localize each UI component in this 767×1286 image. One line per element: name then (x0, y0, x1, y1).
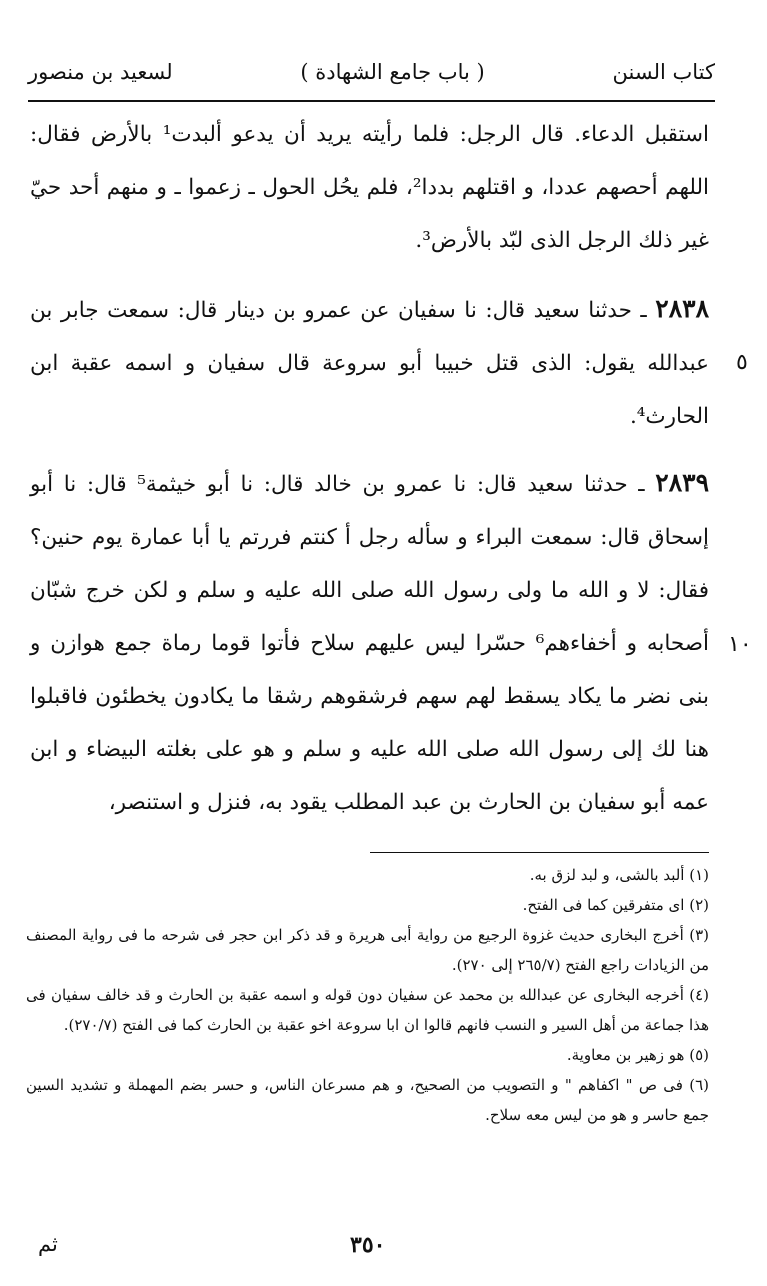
footnote-5: (٥) هو زهير بن معاوية. (566, 1046, 709, 1064)
header-chapter-title: ( باب جامع الشهادة ) (300, 60, 485, 84)
header-book-title: كتاب السنن (612, 60, 715, 84)
header-author: لسعيد بن منصور (28, 60, 173, 84)
footnote-rule (370, 852, 709, 853)
footnote-1: (١) ألبد بالشى، و لبد لزق به. (529, 866, 709, 884)
hadith-number: ٢٨٣٩ (655, 468, 709, 497)
hadith-2839: ٢٨٣٩ ـ حدثنا سعيد قال: نا عمرو بن خالد قال: نا أبو خيثمة⁵ قال: نا أبو إسحاق قال: سمعت البراء و سأله رجل أ كنتم فررتم يا أبا عمارة يوم حنين؟ فقال: لا و الله ما ولى رسول الله صلى الله عليه و سلم و لكن خرج شبّان أصحابه و أخفاءهم⁶ حسّرا ليس عليهم سلاح فأتوا قوما رماة جمع هوازن و بنى نضر ما يكاد يسقط لهم سهم فرشقوهم رشقا ما يكادون يخطئون فاقبلوا هنا لك إلى رسول الله صلى الله عليه و سلم و هو على بغلته البيضاء و ابن عمه أبو سفيان بن الحارث بن عبد المطلب يقود به، فنزل و استنصر، (30, 468, 710, 815)
header-rule (28, 100, 715, 102)
catchword: ثم (38, 1232, 58, 1256)
footnote-3: (٣) أخرج البخارى حديث غزوة الرجيع من رواية أبى هريرة و قد ذكر ابن حجر فى شرحه ما فى رواية المصنف من الزيادات راجع الفتح (٢٦٥/٧ إلى ٢٧٠). (26, 926, 709, 974)
hadith-number: ٢٨٣٨ (655, 294, 709, 323)
running-header (28, 52, 715, 92)
line-number-5: ٥ (736, 350, 748, 375)
footnote-4: (٤) أخرجه البخارى عن عبدالله بن محمد عن سفيان دون قوله و اسمه عقبة بن الحارث و قد خالف سفيان فى هذا جماعة من أهل السير و النسب فانهم قالوا ان ابا سروعة اخو عقبة بن الحارث كما فى الفتح (٢٧٠/٧). (26, 986, 709, 1034)
paragraph-continuation: استقبل الدعاء. قال الرجل: فلما رأيته يريد أن يدعو ألبدت¹ بالأرض فقال: اللهم أحصهم عددا، و اقتلهم بددا²، فلم يحُل الحول ـ زعموا ـ و منهم أحد حيّ غير ذلك الرجل الذى لبّد بالأرض³. (30, 122, 709, 253)
footnotes (26, 860, 709, 1130)
page-number: ٣٥٠ (350, 1232, 386, 1258)
footnote-2: (٢) اى متفرقين كما فى الفتح. (522, 896, 709, 914)
hadith-2838: ٢٨٣٨ ـ حدثنا سعيد قال: نا سفيان عن عمرو بن دينار قال: سمعت جابر بن عبدالله يقول: الذى قتل خبيبا أبو سروعة قال سفيان و اسمه عقبة ابن الحارث⁴. (30, 294, 709, 429)
line-number-10: ١٠ (728, 632, 752, 657)
footnote-6: (٦) فى ص " اكفاهم " و التصويب من الصحيح، و هم مسرعان الناس، و حسر بضم المهملة و تشديد السين جمع حاسر و هو من ليس معه سلاح. (26, 1076, 709, 1124)
